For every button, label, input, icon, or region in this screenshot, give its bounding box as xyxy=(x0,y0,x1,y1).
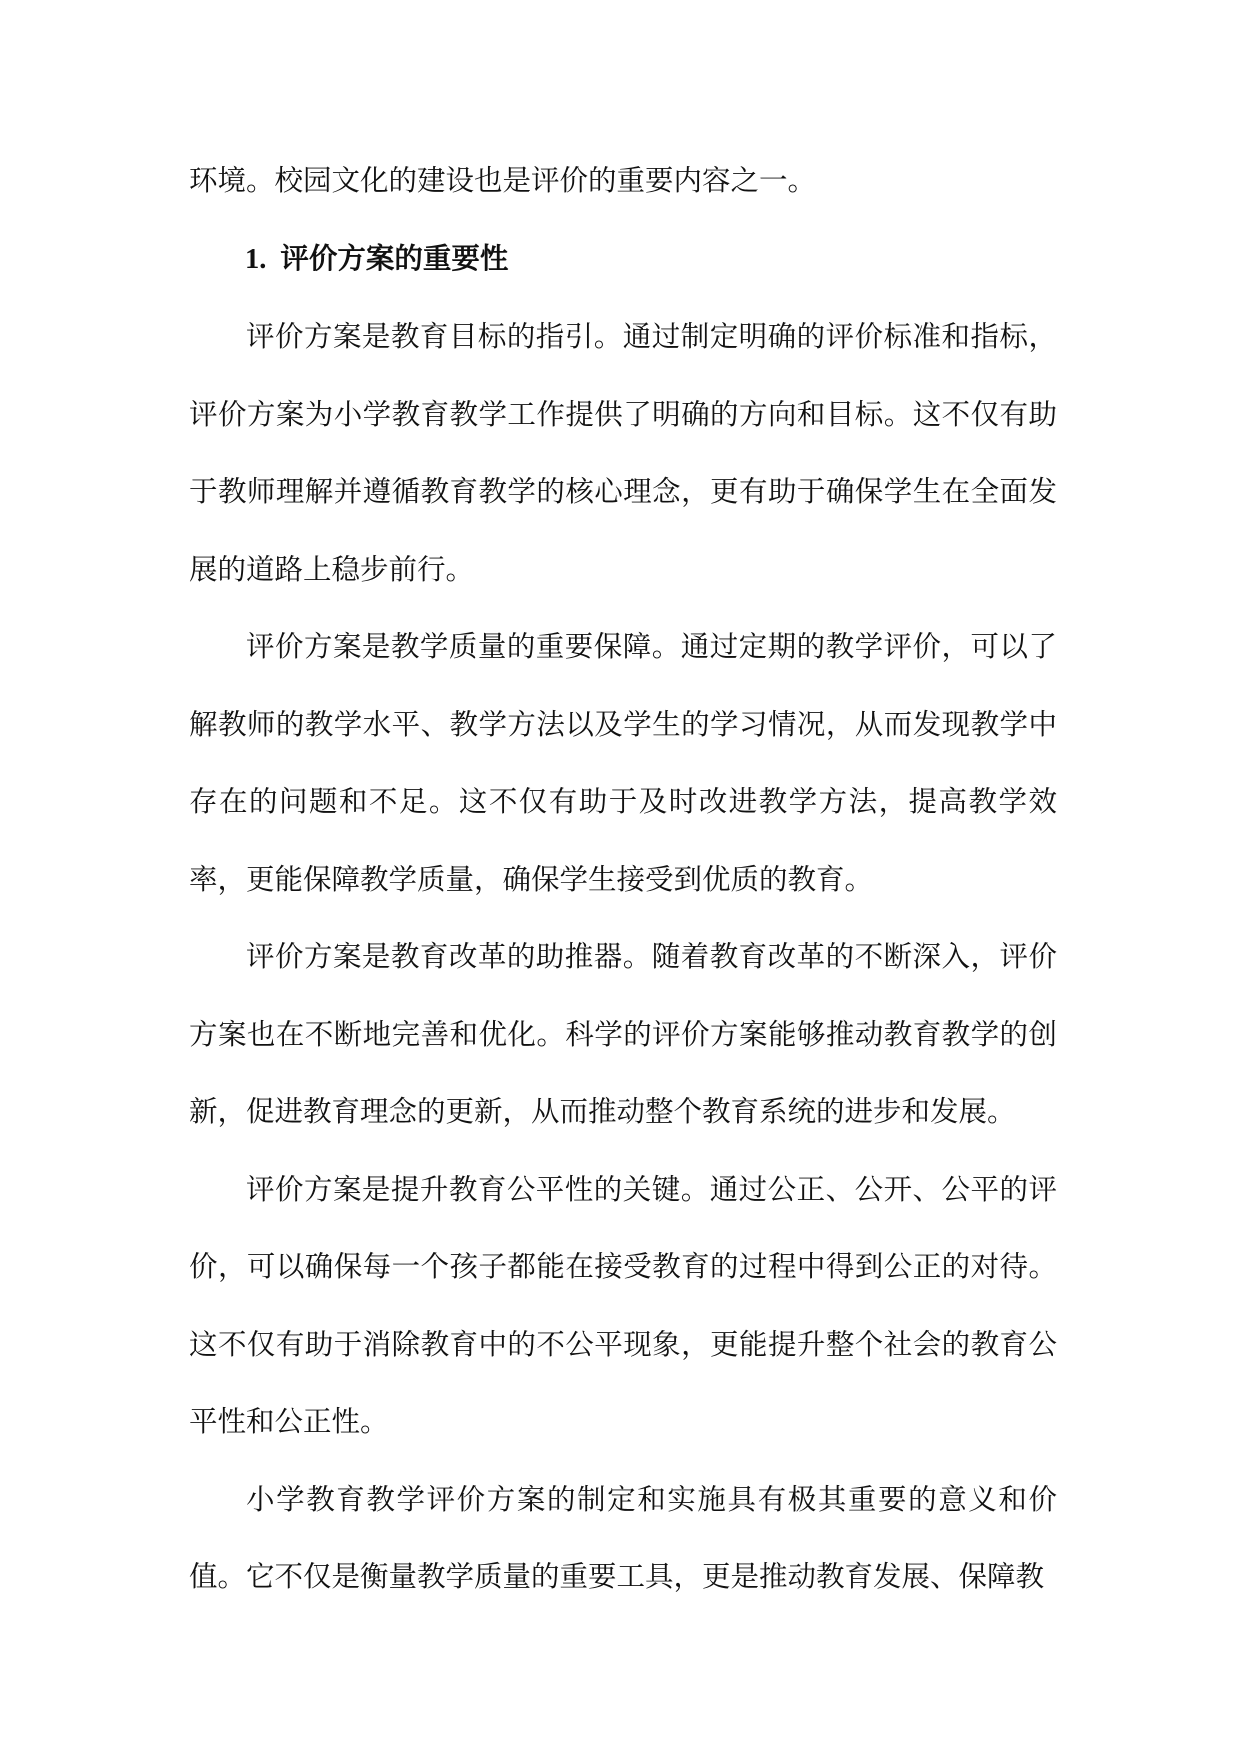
continuation-paragraph: 环境。校园文化的建设也是评价的重要内容之一。 xyxy=(189,164,817,197)
paragraph-reform-driver: 评价方案是教育改革的助推器。随着教育改革的不断深入，评价方案也在不断地完善和优化。科学的评价方案能够推动教育教学的创新，促进教育理念的更新，从而推动整个教育系统的进步和发展。 xyxy=(189,940,1057,1128)
document-body xyxy=(189,142,1057,1616)
section-title: 评价方案的重要性 xyxy=(280,240,509,275)
paragraph-fairness: 评价方案是提升教育公平性的关键。通过公正、公开、公平的评价，可以确保每一个孩子都能在接受教育的过程中得到公正的对待。这不仅有助于消除教育中的不公平现象，更能提升整个社会的教育公平性和公正性。 xyxy=(189,1172,1057,1438)
section-number: 1. xyxy=(245,243,267,275)
paragraph-quality-assurance: 评价方案是教学质量的重要保障。通过定期的教学评价，可以了解教师的教学水平、教学方法以及学生的学习情况，从而发现教学中存在的问题和不足。这不仅有助于及时改进教学方法，提高教学效率，更能保障教学质量，确保学生接受到优质的教育。 xyxy=(189,630,1057,896)
paragraph-conclusion: 小学教育教学评价方案的制定和实施具有极其重要的意义和价值。它不仅是衡量教学质量的重要工具，更是推动教育发展、保障教 xyxy=(189,1482,1057,1593)
section-heading xyxy=(189,220,1057,299)
paragraph-goal-guidance: 评价方案是教育目标的指引。通过制定明确的评价标准和指标，评价方案为小学教育教学工作提供了明确的方向和目标。这不仅有助于教师理解并遵循教育教学的核心理念，更有助于确保学生在全面发展的道路上稳步前行。 xyxy=(189,320,1057,586)
